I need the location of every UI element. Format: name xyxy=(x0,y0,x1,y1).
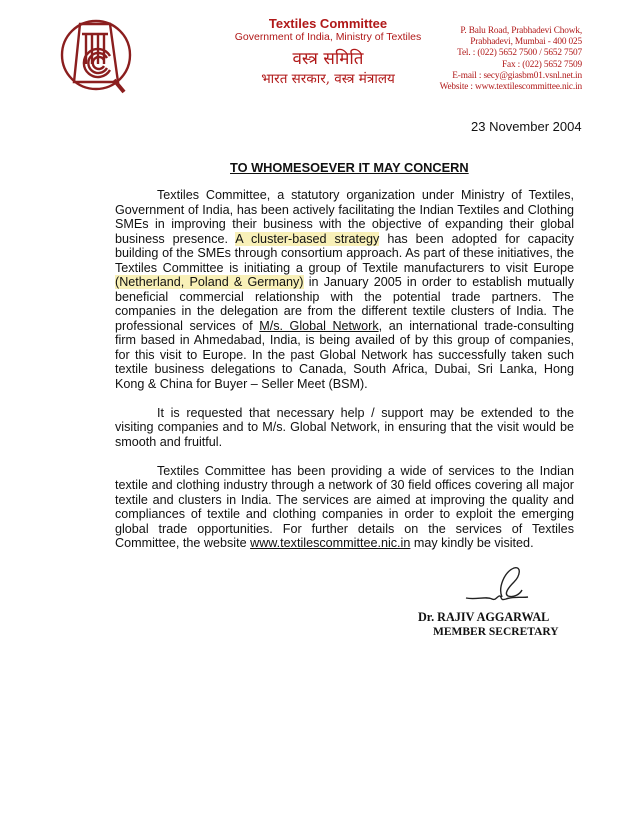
org-name-hindi: वस्त्र समिति xyxy=(292,49,364,69)
telephone: Tel. : (022) 5652 7500 / 5652 7507 xyxy=(457,48,582,59)
letter-body xyxy=(115,188,574,565)
letter-heading: TO WHOMESOEVER IT MAY CONCERN xyxy=(230,160,469,175)
text: in January 2005 in order to establish mutually beneficial commercial relationship with the potential trade partners. The companies in the delegation are from the different textile clusters of India. The professional services of xyxy=(115,275,574,333)
text: may kindly be visited. xyxy=(410,536,534,550)
highlight-countries: (Netherland, Poland & Germany) xyxy=(115,275,304,289)
org-name: Textiles Committee xyxy=(268,16,388,31)
signature-icon xyxy=(462,562,534,606)
paragraph-1 xyxy=(115,188,574,391)
signatory-name: Dr. RAJIV AGGARWAL xyxy=(418,610,550,624)
letter-date: 23 November 2004 xyxy=(471,119,582,134)
signatory-title: MEMBER SECRETARY xyxy=(433,626,559,638)
text: Textiles Committee has been providing a wide of services to the Indian textile and clothing industry through a network of 30 field offices covering all major textile and clusters in India. The services are aimed at improving the quality and compliances of textile and clothing companies in order to exploit the emerging global trade opportunities. For further details on the services of Textiles Committee, the website xyxy=(115,463,574,550)
text: , an international trade-consulting firm based in Ahmedabad, India, is being availed of by this group of companies, for this visit to Europe. In the past Global Network has successfully taken such textile business delegations to Canada, South Africa, Dubai, Sri Lanka, Hong Kong & China for Buyer – Seller Meet (BSM). xyxy=(115,318,574,391)
highlight-cluster-strategy: A cluster-based strategy xyxy=(235,231,380,246)
text: has been adopted for capacity building of the SMEs through consortium approach. As part of these initiatives, the Textiles Committee is initiating a group of Textile manufacturers to visit Europe xyxy=(115,231,574,275)
address-line-2: Prabhadevi, Mumbai - 400 025 xyxy=(470,37,582,48)
textiles-committee-emblem-icon xyxy=(52,14,144,96)
address-line-1: P. Balu Road, Prabhadevi Chowk, xyxy=(460,26,582,36)
org-subtitle-hindi: भारत सरकार, वस्त्र मंत्रालय xyxy=(261,71,395,87)
underlined-global-network: M/s. Global Network xyxy=(259,318,379,333)
paragraph-2: It is requested that necessary help / support may be extended to the visiting companies and to M/s. Global Network, in ensuring that the visit would be smooth and fruitful. xyxy=(115,405,574,449)
text: Textiles Committee, a statutory organization under Ministry of Textiles, Government of India, has been actively facilitating the Indian Textiles and Clothing SMEs in improving their business with the objective of expanding their global business presence. xyxy=(115,188,574,246)
paragraph-3 xyxy=(115,464,574,551)
contact-block xyxy=(440,26,582,93)
signatory xyxy=(418,610,559,640)
website: Website : www.textilescommittee.nic.in xyxy=(439,82,582,93)
letterhead-org xyxy=(228,16,428,88)
email: E-mail : secy@giasbm01.vsnl.net.in xyxy=(452,70,582,81)
website-link[interactable]: www.textilescommittee.nic.in xyxy=(250,536,411,550)
org-subtitle: Government of India, Ministry of Textiles xyxy=(234,31,422,43)
fax: Fax : (022) 5652 7509 xyxy=(502,59,582,70)
